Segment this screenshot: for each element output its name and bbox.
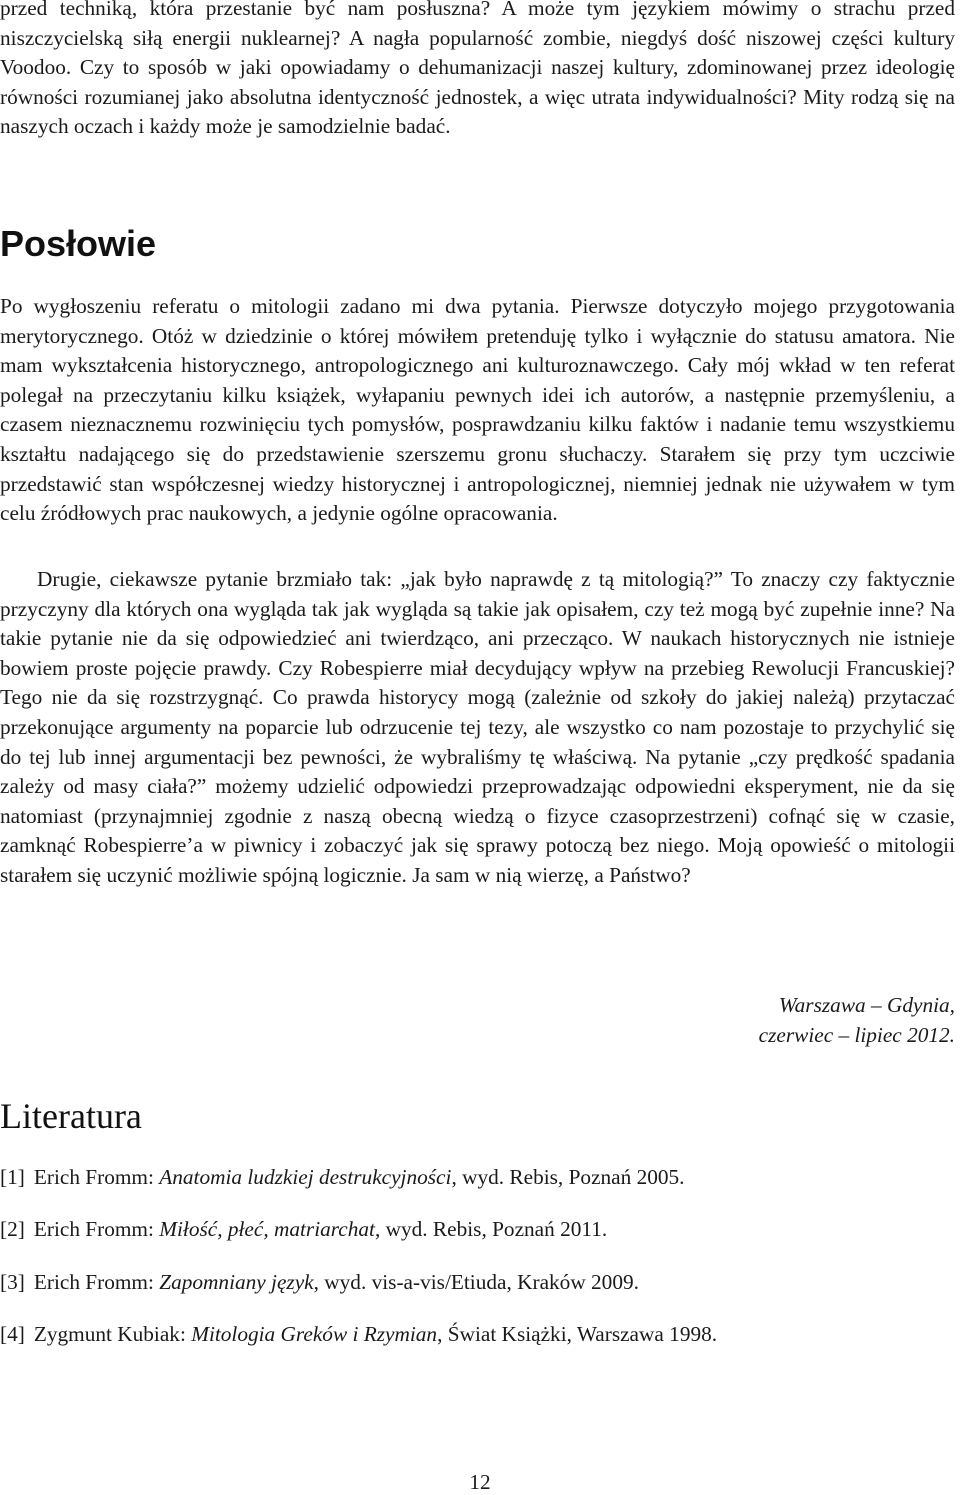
reference-details: , wyd. vis-a-vis/Etiuda, Kraków 2009. [313,1269,639,1294]
reference-details: , Świat Książki, Warszawa 1998. [437,1321,718,1346]
reference-details: , wyd. Rebis, Poznań 2005. [451,1165,685,1189]
reference-title: Mitologia Greków i Rzymian [191,1321,438,1346]
reference-title: Miłość, płeć, matriarchat [159,1217,375,1242]
signature-date: czerwiec – lipiec 2012. [758,1023,955,1047]
section-heading-poslowie: Posłowie [0,223,157,264]
intro-paragraph: przed techniką, która przestanie być nam posłuszna? A może tym językiem mówimy o strachu przed niszczycielską siłą energii nuklearnej? A nagła popularność zombie, niegdyś dość niszowej części kultury Voodoo. Czy to sposób w jaki opowiadamy o dehumanizacji naszej kultury, zdominowanej przez ideologię równości rozumianej jako absolutna identyczność jednostek, a więc utrata indywidualności? Mity rodzą się na naszych oczach i każdy może je samodzielnie badać. [0,0,955,139]
reference-number: [2] [0,1217,25,1242]
reference-number: [3] [0,1269,25,1294]
poslowie-paragraph-1: Po wygłoszeniu referatu o mitologii zadano mi dwa pytania. Pierwsze dotyczyło mojego przygotowania merytorycznego. Otóż w dziedzinie o której mówiłem pretenduję tylko i wyłącznie do statusu amatora. Nie mam wykształcenia historycznego, antropologicznego ani kulturoznawczego. Cały mój wkład w ten referat polegał na przeczytaniu kilku książek, wyłapaniu pewnych idei ich autorów, a następnie przemyśleniu, a czasem nieznacznemu rozwinięciu tych pomysłów, posprawdzaniu kilku faktów i nadanie temu wszystkiemu kształtu nadającego się do przedstawienie szerszemu gronu słuchaczy. Starałem się przy tym uczciwie przedstawić stan współczesnej wiedzy historycznej i antropologicznej, niemniej jednak nie używałem w tym celu źródłowych prac naukowych, a jedynie ogólne opracowania. [0,294,955,526]
reference-author: Erich Fromm: [33,1269,154,1294]
reference-author: Erich Fromm: [33,1165,154,1189]
reference-item [0,1319,955,1371]
reference-item [0,1267,955,1319]
reference-title: Anatomia ludzkiej destrukcyjności [159,1165,452,1189]
reference-item [0,1214,955,1266]
reference-number: [1] [0,1165,25,1189]
reference-author: Zygmunt Kubiak: [33,1321,186,1346]
section-heading-literatura: Literatura [0,1096,142,1136]
reference-item [0,1162,955,1214]
reference-list [0,1162,955,1371]
signature-place: Warszawa – Gdynia, [778,993,955,1017]
poslowie-paragraph-2: Drugie, ciekawsze pytanie brzmiało tak: „jak było naprawdę z tą mitologią?” To znaczy czy faktycznie przyczyny dla których ona wygląda tak jak wygląda są takie jak opisałem, czy też mogą być zupełnie inne? Na takie pytanie nie da się odpowiedzieć ani twierdząco, ani przecząco. W naukach historycznych nie istnieje bowiem proste pojęcie prawdy. Czy Robespierre miał decydujący wpływ na przebieg Rewolucji Francuskiej? Tego nie da się rozstrzygnąć. Co prawda historycy mogą (zależnie od szkoły do jakiej należą) przytaczać przekonujące argumenty na poparcie lub odrzucenie tej tezy, ale wszystko co nam pozostaje to przychylić się do tej lub innej argumentacji bez pewności, że wybraliśmy tę właściwą. Na pytanie „czy prędkość spadania zależy od masy ciała?” możemy udzielić odpowiedzi przeprowadzając odpowiedni eksperyment, nie da się natomiast (przynajmniej zgodnie z naszą obecną wiedzą o fizyce czasoprzestrzeni) cofnąć się w czasie, zamknąć Robespierre’a w piwnicy i zobaczyć jak się sprawy potoczą bez niego. Moją opowieść o mitologii starałem się uczynić możliwie spójną logicznie. Ja sam w nią wierzę, a Państwo? [0,567,955,887]
reference-details: , wyd. Rebis, Poznań 2011. [374,1217,608,1242]
reference-title: Zapomniany język [159,1269,314,1294]
reference-number: [4] [0,1321,25,1346]
signature-block [759,990,955,1050]
reference-author: Erich Fromm: [33,1217,154,1242]
page-number: 12 [469,1470,491,1494]
